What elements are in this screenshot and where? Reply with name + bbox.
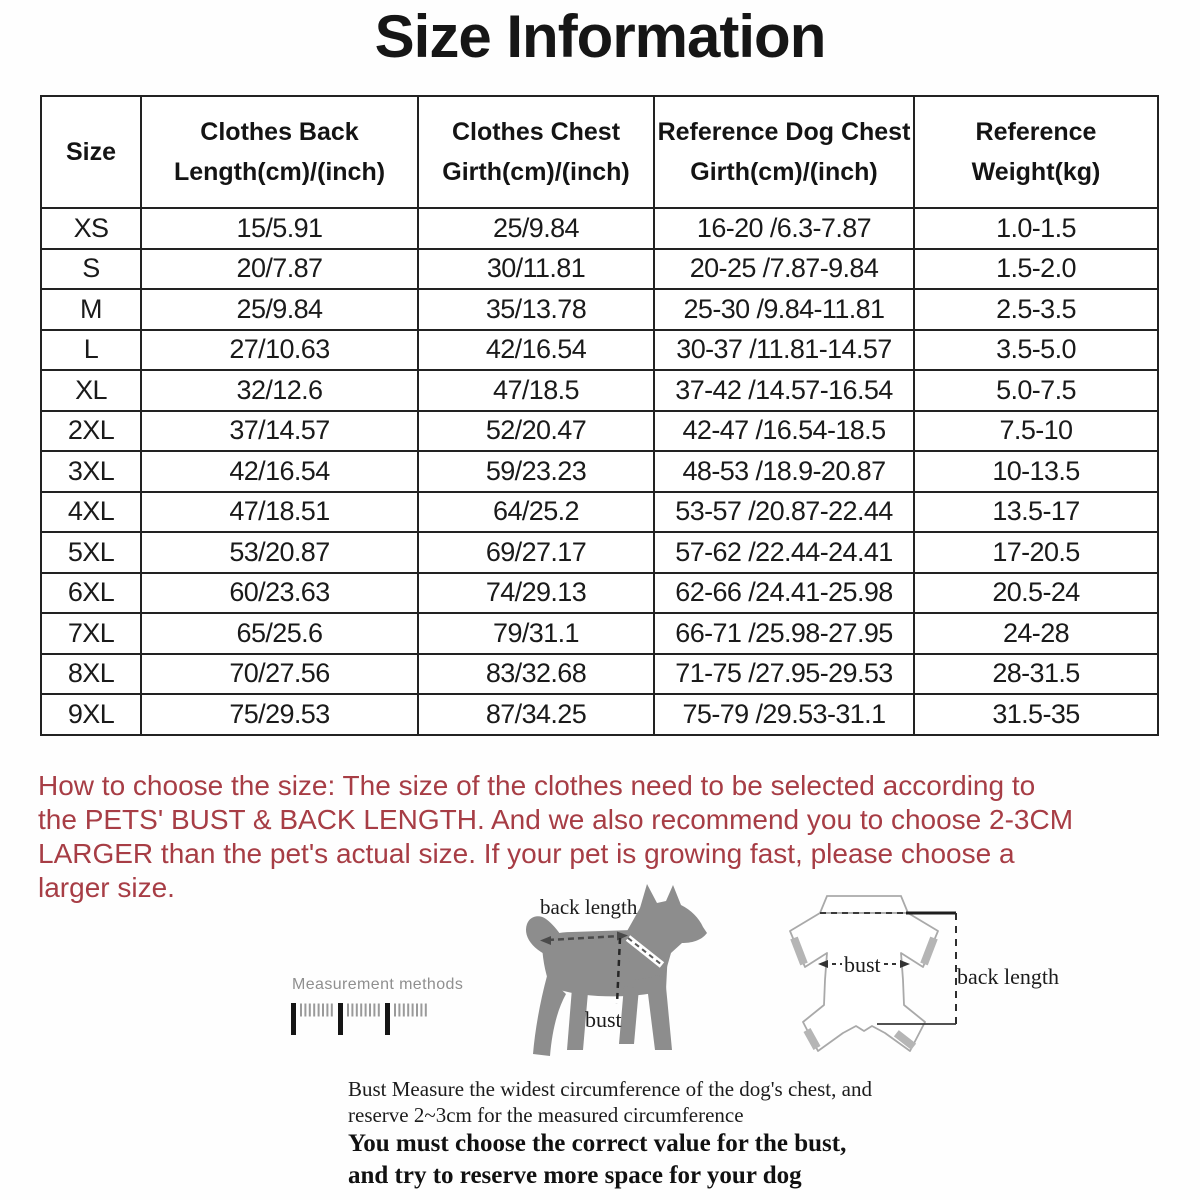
- value-cell: 1.0-1.5: [914, 208, 1158, 249]
- size-cell: 2XL: [41, 411, 141, 452]
- value-cell: 15/5.91: [141, 208, 418, 249]
- value-cell: 31.5-35: [914, 694, 1158, 735]
- note-line: larger size.: [38, 872, 175, 903]
- value-cell: 60/23.63: [141, 573, 418, 614]
- size-cell: XL: [41, 370, 141, 411]
- size-cell: 8XL: [41, 654, 141, 695]
- table-row: [41, 289, 1158, 330]
- value-cell: 25-30 /9.84-11.81: [654, 289, 914, 330]
- value-cell: 70/27.56: [141, 654, 418, 695]
- bust-instruction-line: Bust Measure the widest circumference of the dog's chest, and: [348, 1077, 872, 1101]
- table-row: [41, 573, 1158, 614]
- value-cell: 42/16.54: [141, 451, 418, 492]
- table-row: [41, 613, 1158, 654]
- table-row: [41, 249, 1158, 290]
- value-cell: 27/10.63: [141, 330, 418, 371]
- value-cell: 3.5-5.0: [914, 330, 1158, 371]
- measurement-methods-label: Measurement methods: [292, 976, 464, 993]
- header-chest-girth: Clothes Chest Girth(cm)/(inch): [418, 96, 654, 208]
- size-cell: S: [41, 249, 141, 290]
- value-cell: 42/16.54: [418, 330, 654, 371]
- table-row: [41, 208, 1158, 249]
- value-cell: 47/18.5: [418, 370, 654, 411]
- value-cell: 20.5-24: [914, 573, 1158, 614]
- table-row: [41, 694, 1158, 735]
- value-cell: 25/9.84: [141, 289, 418, 330]
- value-cell: 83/32.68: [418, 654, 654, 695]
- size-table: [40, 95, 1159, 736]
- value-cell: 87/34.25: [418, 694, 654, 735]
- value-cell: 37/14.57: [141, 411, 418, 452]
- header-size: Size: [41, 96, 141, 208]
- value-cell: 10-13.5: [914, 451, 1158, 492]
- size-cell: 4XL: [41, 492, 141, 533]
- value-cell: 5.0-7.5: [914, 370, 1158, 411]
- value-cell: 79/31.1: [418, 613, 654, 654]
- value-cell: 30/11.81: [418, 249, 654, 290]
- garment-collar: [820, 896, 908, 913]
- garment-back-length-label: back length: [957, 964, 1060, 989]
- value-cell: 62-66 /24.41-25.98: [654, 573, 914, 614]
- value-cell: 7.5-10: [914, 411, 1158, 452]
- value-cell: 74/29.13: [418, 573, 654, 614]
- table-row: [41, 654, 1158, 695]
- dog-back-length-label: back length: [540, 895, 638, 919]
- value-cell: 20-25 /7.87-9.84: [654, 249, 914, 290]
- value-cell: 35/13.78: [418, 289, 654, 330]
- size-cell: XS: [41, 208, 141, 249]
- table-row: [41, 532, 1158, 573]
- ruler-big-tick: [385, 1003, 390, 1035]
- header-weight: Reference Weight(kg): [914, 96, 1158, 208]
- value-cell: 16-20 /6.3-7.87: [654, 208, 914, 249]
- header-back-length: Clothes Back Length(cm)/(inch): [141, 96, 418, 208]
- value-cell: 37-42 /14.57-16.54: [654, 370, 914, 411]
- ruler-big-tick: [338, 1003, 343, 1035]
- value-cell: 32/12.6: [141, 370, 418, 411]
- table-row: [41, 330, 1158, 371]
- value-cell: 24-28: [914, 613, 1158, 654]
- size-cell: L: [41, 330, 141, 371]
- value-cell: 52/20.47: [418, 411, 654, 452]
- size-cell: 5XL: [41, 532, 141, 573]
- garment-bust-label: bust: [844, 952, 881, 977]
- dog-bust-label: bust: [585, 1007, 622, 1032]
- bust-instructions: [348, 1076, 968, 1192]
- size-table-header: [41, 96, 1158, 208]
- table-row: [41, 370, 1158, 411]
- value-cell: 20/7.87: [141, 249, 418, 290]
- header-dog-chest-girth: Reference Dog Chest Girth(cm)/(inch): [654, 96, 914, 208]
- garment-bust-arrowhead-left: [818, 960, 828, 968]
- value-cell: 25/9.84: [418, 208, 654, 249]
- table-row: [41, 411, 1158, 452]
- value-cell: 64/25.2: [418, 492, 654, 533]
- note-line: LARGER than the pet's actual size. If your pet is growing fast, please choose a: [38, 838, 1015, 869]
- bust-warning-line: and try to reserve more space for your dog: [348, 1162, 802, 1189]
- table-row: [41, 492, 1158, 533]
- page-title: Size Information: [374, 3, 826, 70]
- note-line: the PETS' BUST & BACK LENGTH. And we also recommend you to choose 2-3CM: [38, 804, 1074, 835]
- value-cell: 53/20.87: [141, 532, 418, 573]
- value-cell: 71-75 /27.95-29.53: [654, 654, 914, 695]
- value-cell: 47/18.51: [141, 492, 418, 533]
- garment-body: [790, 913, 938, 1051]
- size-cell: 9XL: [41, 694, 141, 735]
- value-cell: 75-79 /29.53-31.1: [654, 694, 914, 735]
- value-cell: 2.5-3.5: [914, 289, 1158, 330]
- value-cell: 65/25.6: [141, 613, 418, 654]
- value-cell: 75/29.53: [141, 694, 418, 735]
- value-cell: 42-47 /16.54-18.5: [654, 411, 914, 452]
- value-cell: 66-71 /25.98-27.95: [654, 613, 914, 654]
- ruler-icon: [290, 1002, 440, 1038]
- ruler-big-tick: [291, 1003, 296, 1035]
- size-cell: M: [41, 289, 141, 330]
- bust-instruction-line: reserve 2~3cm for the measured circumference: [348, 1103, 744, 1127]
- value-cell: 28-31.5: [914, 654, 1158, 695]
- table-row: [41, 451, 1158, 492]
- value-cell: 30-37 /11.81-14.57: [654, 330, 914, 371]
- value-cell: 69/27.17: [418, 532, 654, 573]
- garment-bust-arrowhead-right: [900, 960, 910, 968]
- value-cell: 53-57 /20.87-22.44: [654, 492, 914, 533]
- value-cell: 48-53 /18.9-20.87: [654, 451, 914, 492]
- dog-front-leg: [646, 976, 672, 1050]
- size-cell: 7XL: [41, 613, 141, 654]
- note-line: How to choose the size: The size of the clothes need to be selected according to: [38, 770, 1036, 801]
- value-cell: 17-20.5: [914, 532, 1158, 573]
- value-cell: 59/23.23: [418, 451, 654, 492]
- value-cell: 13.5-17: [914, 492, 1158, 533]
- value-cell: 1.5-2.0: [914, 249, 1158, 290]
- size-table-body: [41, 208, 1158, 735]
- value-cell: 57-62 /22.44-24.41: [654, 532, 914, 573]
- size-cell: 6XL: [41, 573, 141, 614]
- size-cell: 3XL: [41, 451, 141, 492]
- bust-warning-line: You must choose the correct value for the bust,: [348, 1130, 847, 1157]
- header-row: [41, 96, 1158, 208]
